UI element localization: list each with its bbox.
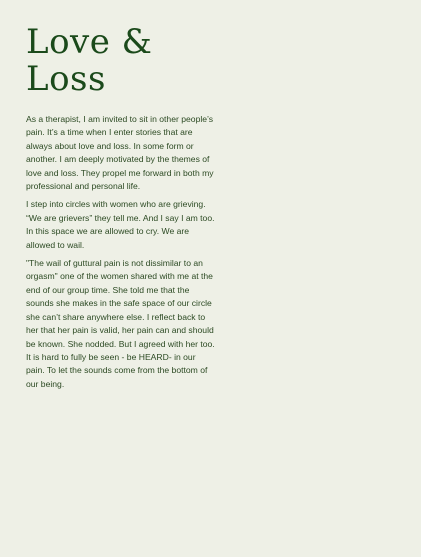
article-title-line-2: Loss: [26, 59, 106, 99]
article-paragraph-1: As a therapist, I am invited to sit in other people’s pain. It’s a time when I enter stories that are always about love and loss. In some form or another. I am deeply motivated by the themes of love and loss. They propel me forward in both my professional and personal life.: [26, 114, 214, 192]
article: [26, 24, 216, 396]
article-title: [26, 24, 216, 98]
article-paragraph-2: I step into circles with women who are grieving. “We are grievers” they tell me. And I say I am too. In this space we are allowed to cry. We are allowed to wail.: [26, 199, 215, 250]
article-title-line-1: Love &: [26, 22, 153, 62]
article-paragraph-3: "The wail of guttural pain is not dissimilar to an orgasm" one of the women shared with me at the end of our group time. She told me that the sounds she makes in the safe space of our circle she can’t share anywhere else. I reflect back to her that her pain is valid, her pain can and should be known. She nodded. But I agreed with her too. It is hard to fully be seen - be HEARD- in our pain. To let the sounds come from the bottom of our being.: [26, 258, 215, 389]
